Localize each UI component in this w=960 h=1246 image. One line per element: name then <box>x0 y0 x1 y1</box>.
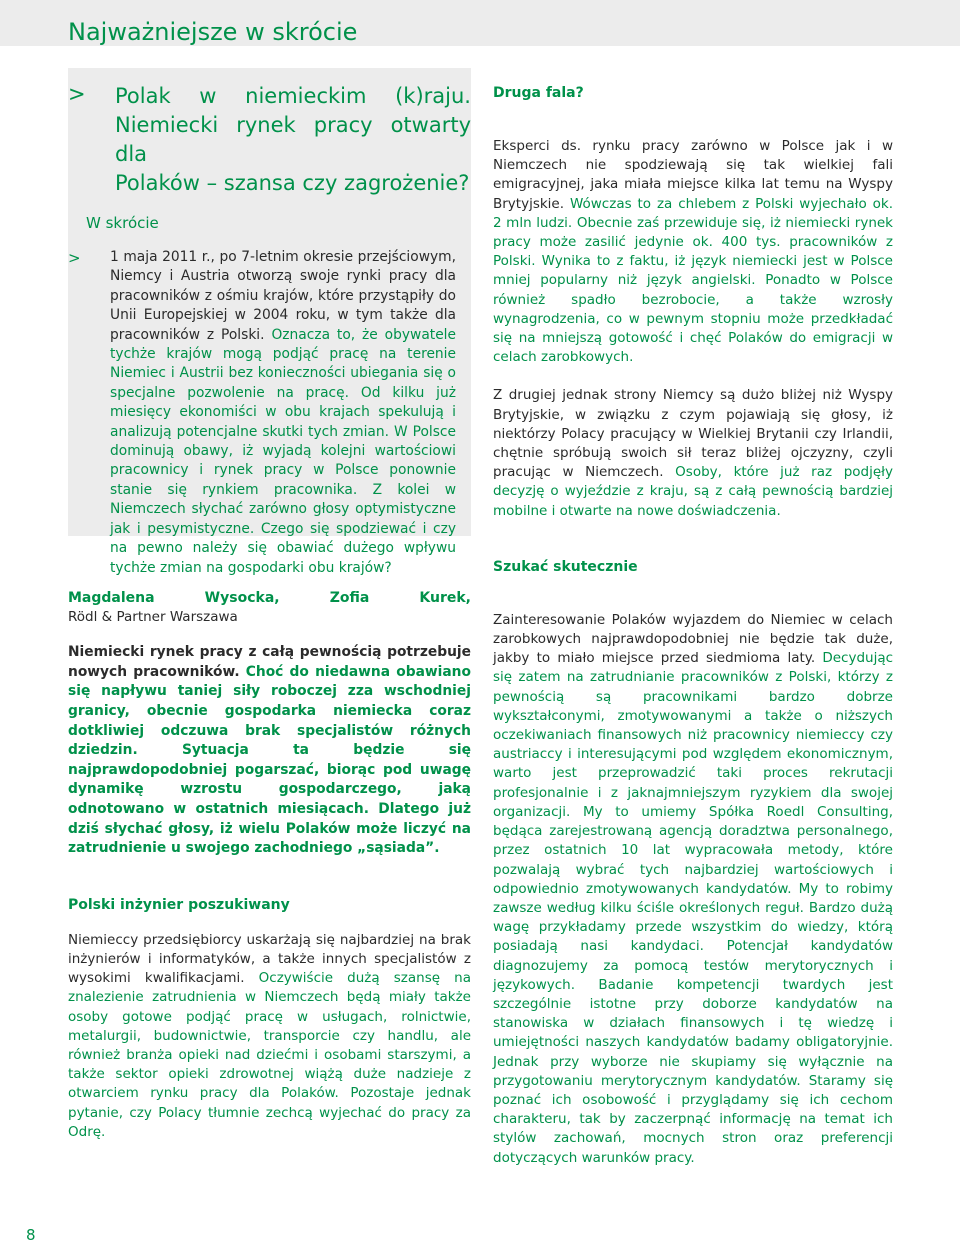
summary-content <box>68 82 471 578</box>
wave-text-6: Z drugiej jednak strony Niemcy są dużo bliżej niż Wyspy Brytyjskie, w związku z czym pojawiają się głosy, iż niektórzy Polacy pracujący w Wielkiej Brytanii czy Irlandii, chętnie spróbują swoich sił teraz bliżej ojczyzny, czyli pracując w Niemczech. <box>493 387 893 481</box>
search-text-1: Zainteresowanie Polaków wyjazdem do Niemiec w celach zarobkowych najprawdopodobniej nie będzie tak duże, jakby to miało miejsce przed siedmioma laty. <box>493 611 893 667</box>
engineer-text-3: Pozostaje jednak pytanie, czy Polacy tłumnie zechcą wyjechać do pracy za Odrę. <box>68 1085 471 1140</box>
lead-text-1: Niemiecki rynek pracy z całą pewnością potrzebuje nowych pracowników. <box>68 644 471 680</box>
search-text-6: Potencjał kandydatów diagnozujemy za pomocą testów merytorycznych i językowych. <box>493 938 893 993</box>
bullet-arrow-icon: > <box>68 249 81 267</box>
search-body <box>493 611 893 1168</box>
page-number: 8 <box>26 1226 36 1244</box>
summary-text-6: Czego się spodziewać i czy na pewno należy się obawiać dużego wpływu tychże zmian na gospodarki obu krajów? <box>110 520 456 576</box>
engineer-body <box>68 931 471 1142</box>
right-column-article <box>493 85 893 1168</box>
section-heading-engineer: Polski inżynier poszukiwany <box>68 896 290 913</box>
wave-text-2: Wówczas to za chlebem z Polski wyjechało ok. 2 mln ludzi. <box>493 195 893 231</box>
lead-text-2: Choć do niedawna obawiano się napływu taniej siły roboczej zza wschodniej granicy, obecnie gospodarka niemiecka coraz dotkliwiej odczuwa brak specjalistów różnych dziedzin. <box>68 663 471 759</box>
search-text-4: My to robimy zawsze według kilku ściśle określonych reguł. <box>493 880 894 916</box>
section-heading-search: Szukać skutecznie <box>493 558 638 575</box>
wave-text-5: Ponadto w Polsce również spadło bezrobocie, a także wzrosły wynagrodzenia, co w pewnym stopniu może przedkładać się na mniejszą gotowość i chęć Polaków do emigracji w celach zarobkowych. <box>493 272 893 366</box>
engineer-text-2: Oczywiście dużą szansę na znalezienie zatrudnienia w Niemczech będą miały także osoby gotowe podjąć pracę w usługach, rolnictwie, metalurgii, budownictwie, transporcie czy handlu, ale również branża opieki nad dziećmi i osobami starszymi, a także sektor opieki zdrowotnej wiążą duże nadzieje z otwarciem rynku pracy dla Polaków. <box>68 970 471 1102</box>
summary-body <box>110 248 456 578</box>
wave-text-1: Eksperci ds. rynku pracy zarówno w Polsce jak i w Niemczech nie spodziewają się tak wielkiej fali emigracyjnej, jaka miała miejsce kilka lat temu na Wyspy Brytyjskie. <box>493 138 893 212</box>
summary-body-block <box>68 248 471 578</box>
author-names: Magdalena Wysocka, Zofia Kurek, <box>68 590 471 606</box>
search-text-8: Jednak przy wyborze nie skupiamy się wyłącznie na przygotowaniu merytorycznym kandydatów. <box>493 1053 893 1089</box>
engineer-text-1: Niemieccy przedsiębiorcy uskarżają się najbardziej na brak inżynierów i informatyków, a także innych specjalistów z wysokimi kwalifikacjami. <box>68 931 471 987</box>
wave-text-7: Osoby, które już raz podjęły decyzję o wyjeździe z kraju, są z całą pewnością bardziej mobilne i otwarte na nowe doświadczenia. <box>493 464 893 519</box>
summary-text-2: Oznacza to, że obywatele tychże krajów mogą podjąć pracę na terenie Niemiec i Austrii bez konieczności ubiegania się o specjalne pozwolenie na pracę. <box>110 326 456 401</box>
summary-text-5: Z kolei w Niemczech słychać zarówno głosy optymistyczne jak i pesymistyczne. <box>110 481 457 537</box>
search-text-3: My to umiemy Spółka Roedl Consulting, będąca zarejestrowaną agencją doradztwa personalnego, przez ostatnich 10 lat wypracowała metody, które pozwalają wybrać tych najbardziej wartościowych i odpowiednio zmotywowanych kandydatów. <box>493 803 893 897</box>
author-firm: Rödl & Partner Warszawa <box>68 609 238 625</box>
wave-text-3: Obecnie zaś przewiduje się, iż niemiecki rynek pracy może zasilić jedynie ok. 400 tys. pracowników z Polski. <box>493 214 893 270</box>
lead-text-4: Dlatego już dziś słychać głosy, iż wielu Polaków może liczyć na zatrudnienie u swojego zachodniego „sąsiada”. <box>68 800 471 857</box>
lead-paragraph <box>68 643 471 859</box>
summary-heading-line-2: Niemiecki rynek pracy otwarty dla <box>115 113 471 166</box>
section-heading-wave: Druga fala? <box>493 85 584 101</box>
summary-heading-block <box>68 82 471 198</box>
search-text-5: Bardzo dużą wagę przykładamy przede wszystkim do wiedzy, którą posiadają nasi kandydaci. <box>493 899 893 955</box>
wave-paragraph-1 <box>493 137 893 367</box>
wave-paragraph-2 <box>493 386 893 520</box>
search-text-2: Decydując się zatem na zatrudnianie pracowników z Polski, którzy z pewnością są pracownikami bardzo dobrze wykształconymi, zmotywowanymi a także o niższych oczekiwaniach finansowych niż pracownicy niemieccy czy austriaccy i interesującymi pod względem ekonomicznym, warto jest przeprowadzić taki proces rekrutacji profesjonalnie i z jaknajmniejszym ryzykiem dla swojej organizacji. <box>493 650 894 820</box>
summary-text-3: Od kilku już miesięcy ekonomiści w obu krajach spekulują i analizują potencjalne skutki tych zmian. <box>110 384 456 440</box>
bullet-arrow-icon: > <box>68 82 86 106</box>
summary-heading-line-3: Polaków – szansa czy zagrożenie? <box>115 171 470 195</box>
summary-text-1: 1 maja 2011 r., po 7-letnim okresie przejściowym, Niemcy i Austria otworzą swoje rynki pracy dla pracowników z ośmiu krajów, które przystąpiły do Unii Europejskiej w 2004 roku, w tym także dla pracowników z Polski. <box>110 249 456 343</box>
search-text-9: Staramy się poznać ich osobowość i przyglądamy się ich cechom charakteru, tak by zaczerpnąć informację na temat ich stylów zachowań, mocnych stron oraz preferencji dotyczących warunków pracy. <box>493 1072 893 1166</box>
page-title: Najważniejsze w skrócie <box>68 18 358 47</box>
summary-text-4: W Polsce dominują obawy, iż wyjadą kolejni wartościowi pracownicy i rynek pracy w Polsce ponownie stanie się rynkiem pracownika. <box>110 423 456 498</box>
summary-section-label: W skrócie <box>86 214 159 232</box>
search-text-7: Badanie kompetencji twardych jest szczególnie istotne przy doborze kandydatów na stanowiska w działach finansowych i tę wiedzę i umiejętności naszych kandydatów badamy obligatoryjnie. <box>493 976 893 1051</box>
left-column-article <box>68 590 471 1142</box>
lead-text-3: Sytuacja ta będzie się najprawdopodobniej pogarszać, biorąc pod uwagę dynamikę wzrostu gospodarczego, jaką odnotowano w ostatnich miesiącach. <box>68 742 471 817</box>
summary-heading-line-1: Polak w niemieckim (k)raju. <box>115 84 471 108</box>
wave-text-4: Wynika to z faktu, iż język niemiecki jest w Polsce mniej popularny niż język angielski. <box>493 253 893 289</box>
